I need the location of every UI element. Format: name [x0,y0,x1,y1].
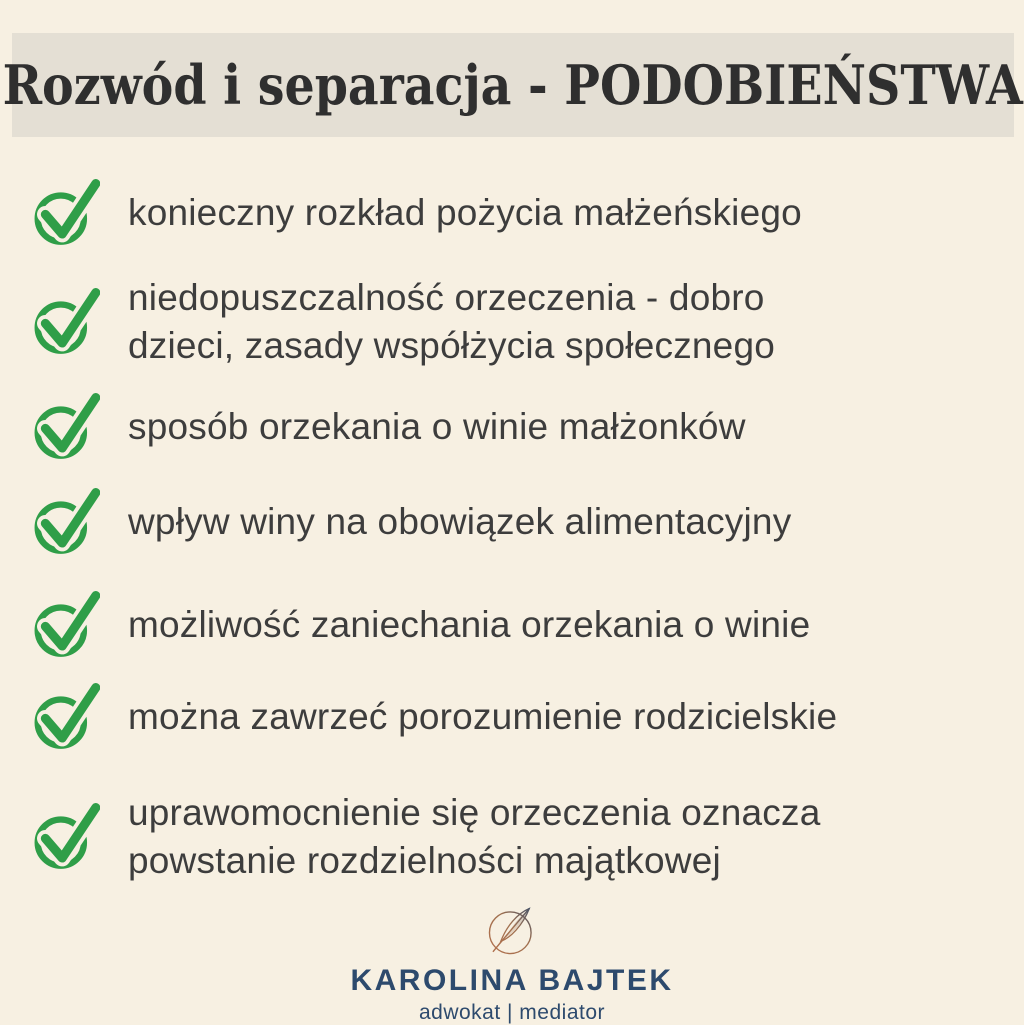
item-text [128,789,820,885]
check-icon [30,682,100,752]
item-line: dzieci, zasady współżycia społecznego [128,325,776,366]
item-text [128,498,791,546]
item-text [128,601,810,649]
list-item [30,487,990,557]
quill-icon [485,905,539,957]
brand-subtitle: adwokat | mediator [418,1001,606,1024]
item-line: wpływ winy na obowiązek alimentacyjny [128,501,792,542]
check-icon [30,287,100,357]
page-title: Rozwód i separacja - PODOBIEŃSTWA [2,53,1024,117]
item-line: możliwość zaniechania orzekania o winie [128,604,811,645]
item-text [128,274,775,370]
header-bar [2,33,1024,137]
list-item [30,590,990,660]
item-line: niedopuszczalność orzeczenia - dobro [128,277,765,318]
item-line: powstanie rozdzielności majątkowej [128,840,721,881]
item-text [128,403,746,451]
check-icon [30,487,100,557]
list-item [30,178,990,248]
item-line: uprawomocnienie się orzeczenia oznacza [128,792,821,833]
item-line: można zawrzeć porozumienie rodzicielskie [128,696,838,737]
item-text [128,693,837,741]
list-item [30,392,990,462]
list-item [30,274,990,370]
list-item [30,789,990,885]
check-icon [30,590,100,660]
check-icon [30,802,100,872]
check-icon [30,178,100,248]
item-text [128,189,802,237]
item-line: sposób orzekania o winie małżonków [128,406,746,447]
brand-name: KAROLINA BAJTEK [350,964,674,997]
item-line: konieczny rozkład pożycia małżeńskiego [128,192,802,233]
check-icon [30,392,100,462]
list-item [30,682,990,752]
logo [0,905,1024,1025]
